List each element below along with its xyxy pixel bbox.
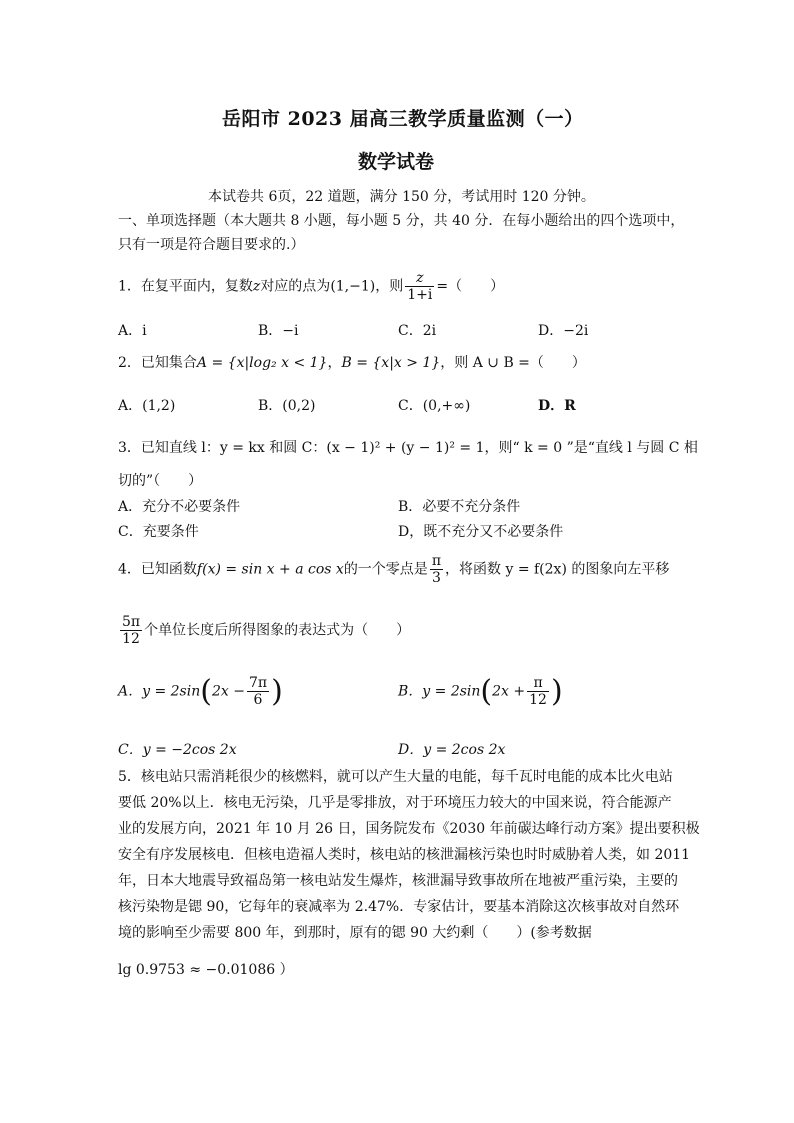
q5-reference-data: lg 0.9753 ≈ −0.01086 ） bbox=[118, 962, 294, 978]
q1-post: ，则 bbox=[375, 278, 404, 295]
exam-title: 岳阳市 2023 届高三教学质量监测（一） bbox=[222, 108, 584, 130]
q1-eq: =（ ） bbox=[436, 278, 505, 295]
section-heading-line2: 只有一项是符合题目要求的.） bbox=[118, 237, 305, 253]
question-2 bbox=[118, 352, 586, 372]
q3-option-b: B．必要不充分条件 bbox=[398, 499, 521, 515]
q1-option-a: A．i bbox=[118, 323, 147, 339]
q4-opt-a-den: 6 bbox=[253, 692, 263, 708]
q2-option-b: B．(0,2) bbox=[258, 398, 316, 414]
q5-line-7: 境的影响至少需要 800 年，到那时，原有的锶 90 大约剩（ ）(参考数据 bbox=[118, 925, 592, 941]
q4-opt-b-rparen: ) bbox=[550, 674, 563, 709]
q4-post: ，将函数 y = f(2x) 的图象向左平移 bbox=[445, 561, 670, 578]
q1-var: z bbox=[252, 278, 261, 295]
q4-opt-a-pre: A．y = 2sin bbox=[118, 683, 201, 700]
q5-line-6: 核污染物是锶 90，它每年的衰减率为 2.47%．专家估计，要基本消除这次核事故对自然环 bbox=[118, 899, 680, 915]
q4-zero-fraction bbox=[430, 553, 443, 586]
q4-opt-a-fraction bbox=[247, 675, 269, 708]
q4-opt-b-den: 12 bbox=[529, 692, 547, 708]
q4-zero-den: 3 bbox=[431, 570, 441, 587]
q4-opt-b-in: 2x + bbox=[492, 683, 526, 700]
q4-option-a bbox=[118, 674, 283, 709]
q1-option-b: B．−i bbox=[258, 323, 299, 339]
q4-opt-a-lparen: ( bbox=[200, 674, 212, 709]
q4-opt-b-num: π bbox=[527, 675, 549, 692]
q2-post: ，则 A ∪ B =（ ） bbox=[440, 355, 586, 371]
q3-option-d: D，既不充分又不必要条件 bbox=[398, 524, 564, 540]
q4-opt-b-pre: B．y = 2sin bbox=[398, 683, 481, 700]
q1-option-c: C．2i bbox=[398, 323, 437, 339]
q2-option-c: C．(0,+∞) bbox=[398, 398, 471, 414]
q1-frac-den: 1+i bbox=[407, 287, 433, 304]
q5-line-3: 业的发展方向，2021 年 10 月 26 日，国务院发布《2030 年前碳达峰行动方案》提出要积极 bbox=[118, 821, 700, 837]
q4-mid: 的一个零点是 bbox=[343, 561, 428, 578]
q1-mid: 对应的点为 bbox=[260, 278, 331, 295]
q1-option-d: D．−2i bbox=[538, 323, 589, 339]
q3-option-c: C．充要条件 bbox=[118, 524, 199, 540]
q4-option-b bbox=[398, 674, 563, 709]
section-heading-line1: 一、单项选择题（本大题共 8 小题，每小题 5 分，共 40 分．在每小题给出的四个选项中， bbox=[118, 213, 685, 229]
q4-option-c: C．y = −2cos 2x bbox=[118, 742, 237, 758]
q5-line-1: 5．核电站只需消耗很少的核燃料，就可以产生大量的电能，每千瓦时电能的成本比火电站 bbox=[118, 769, 673, 785]
q2-option-a: A．(1,2) bbox=[118, 398, 176, 414]
question-4-line2 bbox=[118, 614, 410, 647]
q4-func: f(x) = sin x + a cos x bbox=[196, 561, 344, 578]
question-3-line1: 3．已知直线 l：y = kx 和圆 C：(x − 1)² + (y − 1)² = 1，则“ k = 0 ”是“直线 l 与圆 C 相 bbox=[118, 440, 698, 456]
q5-line-2: 要低 20%以上．核电无污染，几乎是零排放，对于环境压力较大的中国来说，符合能源产 bbox=[118, 795, 672, 811]
q4-opt-b-lparen: ( bbox=[480, 674, 493, 709]
q4-line2: 个单位长度后所得图象的表达式为（ ） bbox=[144, 622, 411, 639]
q4-option-d: D．y = 2cos 2x bbox=[398, 742, 506, 758]
q1-fraction bbox=[405, 270, 434, 303]
q1-point: (1,−1) bbox=[330, 278, 376, 295]
q2-text: 2．已知集合 bbox=[118, 355, 197, 371]
question-1 bbox=[118, 270, 504, 303]
q4-shift-den: 12 bbox=[122, 631, 140, 648]
q4-opt-a-in: 2x − bbox=[211, 683, 245, 700]
q4-opt-a-rparen: ) bbox=[271, 674, 283, 709]
q4-shift-num: 5π bbox=[122, 614, 141, 630]
question-3-line2: 切的”（ ） bbox=[118, 473, 203, 489]
question-4-line1 bbox=[118, 553, 669, 586]
q4-opt-a-num: 7π bbox=[248, 674, 268, 691]
q5-line-4: 安全有序发展核电．但核电造福人类时，核电站的核泄漏核污染也时时威胁着人类，如 2011 bbox=[118, 847, 691, 863]
q2-comma: ， bbox=[327, 355, 342, 371]
q2-set-b: B = {x|x > 1} bbox=[341, 355, 441, 371]
q3-option-a: A．充分不必要条件 bbox=[118, 499, 241, 515]
q4-zero-num: π bbox=[431, 553, 442, 569]
q4-opt-b-fraction bbox=[527, 675, 549, 708]
q4-pre: 4．已知函数 bbox=[118, 561, 197, 578]
q1-pre: 1．在复平面内，复数 bbox=[118, 278, 253, 295]
q5-line-5: 年，日本大地震导致福岛第一核电站发生爆炸，核泄漏导致事故所在地被严重污染，主要的 bbox=[118, 873, 678, 889]
exam-subtitle: 数学试卷 bbox=[358, 151, 435, 173]
q2-set-a: A = {x|log₂ x < 1} bbox=[196, 355, 328, 371]
q2-option-d: D．R bbox=[538, 398, 576, 414]
q4-shift-fraction bbox=[120, 614, 142, 647]
exam-intro: 本试卷共 6页，22 道题，满分 150 分，考试用时 120 分钟。 bbox=[208, 189, 595, 205]
q1-frac-num: z bbox=[405, 270, 434, 287]
